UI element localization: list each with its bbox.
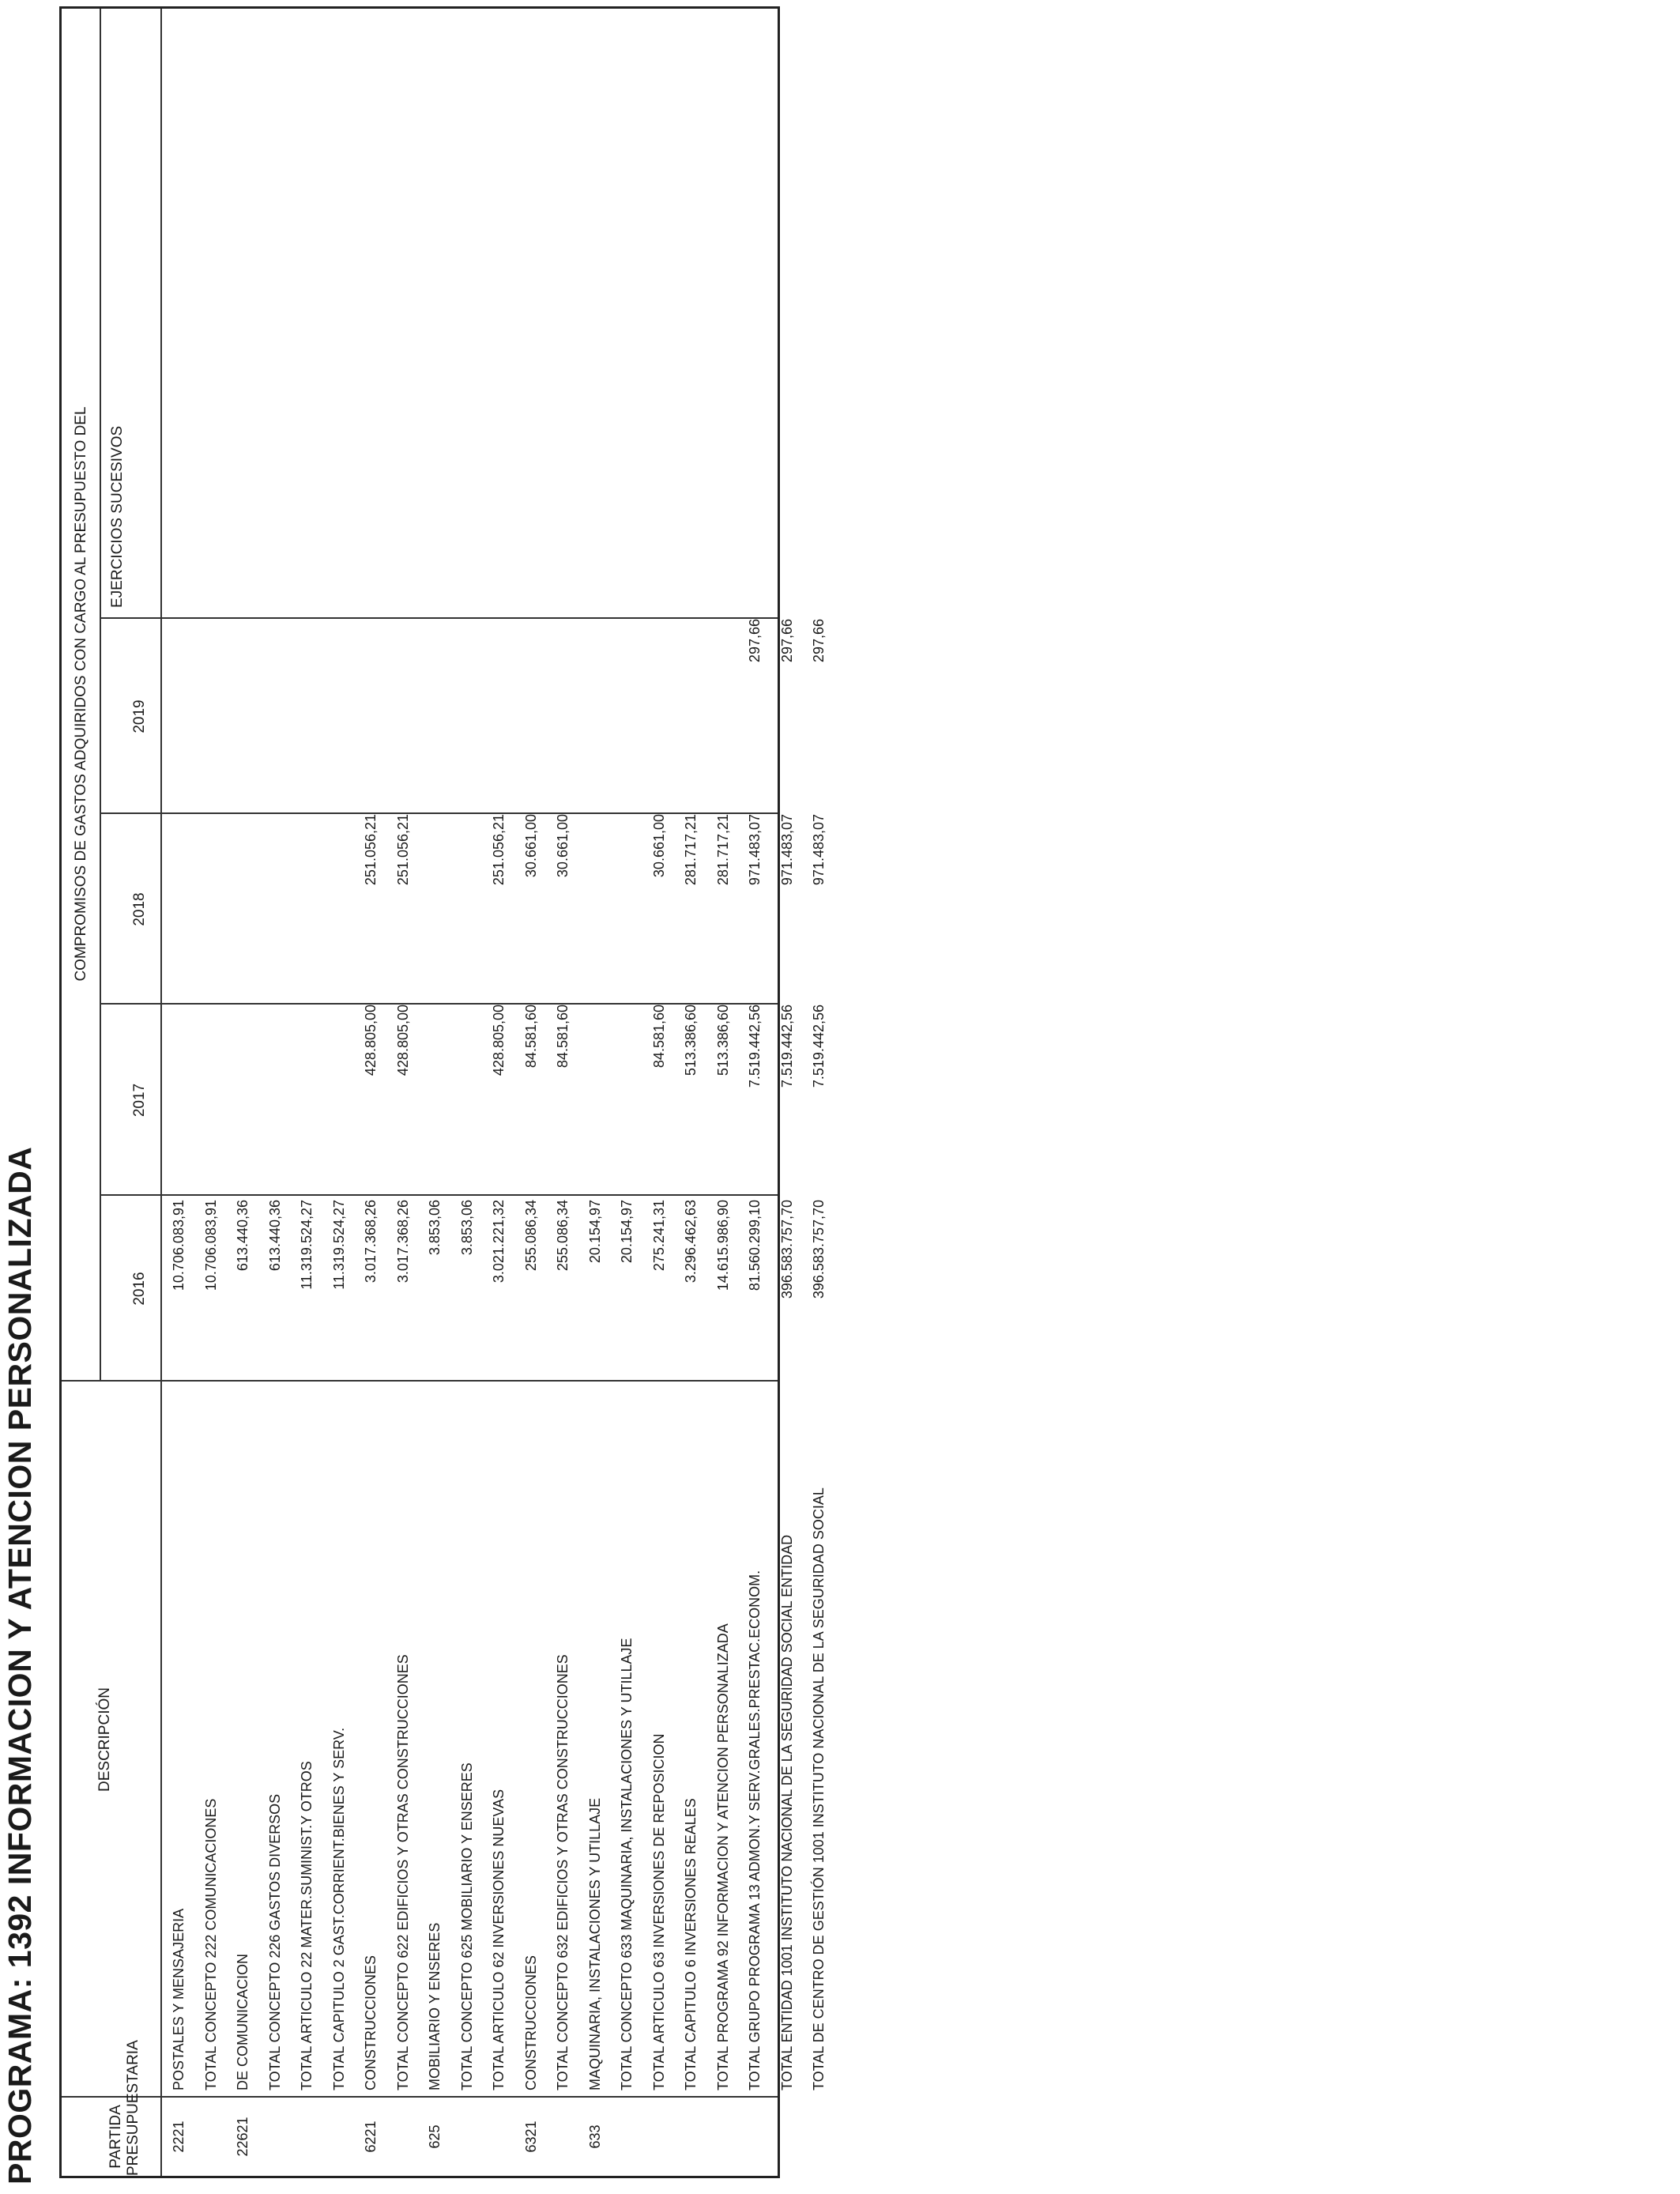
partida-cell: [611, 2098, 643, 2176]
table-row: [227, 9, 259, 2176]
descripcion-cell: MAQUINARIA, INSTALACIONES Y UTILLAJE: [586, 1797, 603, 2090]
table-row: [259, 9, 292, 2176]
partida-cell: [643, 2098, 676, 2176]
table-row: [547, 9, 579, 2176]
descripcion-cell: TOTAL CONCEPTO 222 COMUNICACIONES: [202, 1798, 219, 2090]
header-divider-bottom: [160, 9, 162, 2176]
partida-cell: [323, 2098, 356, 2176]
amount-2019-cell: [419, 619, 451, 810]
table-row: [163, 9, 195, 2176]
amount-2016-cell: 11.319.524,27: [299, 1200, 315, 1290]
amount-2016-cell: 3.853,06: [458, 1200, 475, 1256]
amount-2017-cell: [291, 1005, 323, 1196]
partida-cell: [771, 2098, 804, 2176]
amount-2018-cell: [419, 814, 451, 1001]
amount-2016-cell: 20.154,97: [619, 1200, 635, 1264]
descripcion-cell: TOTAL GRUPO PROGRAMA 13 ADMON.Y SERV.GRALES.PRESTAC.ECONOM.: [747, 1570, 763, 2090]
amount-2016-cell: 275.241,31: [650, 1200, 667, 1272]
amount-2017-cell: 84.581,60: [522, 1005, 539, 1069]
header-partida-line2: PRESUPUESTARIA: [125, 2040, 141, 2176]
header-partida-line1: PARTIDA: [107, 2105, 124, 2169]
amount-2016-cell: 10.706.083,91: [171, 1200, 186, 1291]
descripcion-cell: TOTAL CONCEPTO 226 GASTOS DIVERSOS: [266, 1793, 283, 2090]
descripcion-cell: DE COMUNICACION: [235, 1953, 250, 2090]
partida-cell: [483, 2098, 515, 2176]
amount-2018-cell: 971.483,07: [811, 814, 827, 886]
table-row: [771, 9, 804, 2176]
descripcion-cell: CONSTRUCCIONES: [522, 1955, 539, 2090]
amount-2018-cell: 30.661,00: [522, 814, 539, 878]
amount-2019-cell: [355, 619, 387, 810]
amount-2019-cell: [387, 619, 420, 810]
amount-2017-cell: [323, 1005, 356, 1196]
amount-2017-cell: [227, 1005, 259, 1196]
partida-cell: 6321: [522, 2120, 539, 2153]
amount-2016-cell: 613.440,36: [235, 1200, 250, 1272]
amount-2016-cell: 81.560.299,10: [747, 1200, 763, 1291]
table-row: [419, 9, 451, 2176]
descripcion-cell: TOTAL ARTICULO 63 INVERSIONES DE REPOSICION: [650, 1733, 667, 2090]
amount-2017-cell: 7.519.442,56: [811, 1005, 827, 1088]
header-descripcion: DESCRIPCIÓN: [96, 1687, 113, 1792]
amount-2017-cell: [451, 1005, 484, 1196]
amount-2018-cell: [579, 814, 612, 1001]
amount-2016-cell: 3.296.462,63: [683, 1200, 699, 1284]
partida-cell: [675, 2098, 707, 2176]
descripcion-cell: TOTAL CAPITULO 6 INVERSIONES REALES: [683, 1798, 699, 2090]
commitments-table: [59, 6, 827, 2178]
amount-2018-cell: 251.056,21: [491, 814, 507, 886]
table-row: [707, 9, 740, 2176]
amount-2019-cell: [451, 619, 484, 810]
descripcion-cell: TOTAL ARTICULO 62 INVERSIONES NUEVAS: [491, 1789, 507, 2090]
descripcion-cell: TOTAL CONCEPTO 625 MOBILIARIO Y ENSERES: [458, 1762, 475, 2090]
partida-cell: [707, 2098, 740, 2176]
amount-2016-cell: 396.583.757,70: [811, 1200, 827, 1299]
header-compromisos: COMPROMISOS DE GASTOS ADQUIRIDOS CON CARGO AL PRESUPUESTO DEL: [73, 406, 89, 982]
amount-2018-cell: 971.483,07: [747, 814, 763, 886]
amount-2017-cell: 7.519.442,56: [747, 1005, 763, 1088]
header-partida: [107, 2040, 142, 2176]
amount-2016-cell: 396.583.757,70: [778, 1200, 795, 1299]
partida-cell: [547, 2098, 579, 2176]
table-row: [515, 9, 548, 2176]
amount-2018-cell: [227, 814, 259, 1001]
header-year-2017: 2017: [131, 1083, 148, 1118]
amount-2017-cell: 428.805,00: [491, 1005, 507, 1076]
table-row: [675, 9, 707, 2176]
amount-2016-cell: 613.440,36: [266, 1200, 283, 1272]
table-row: [355, 9, 387, 2176]
amount-2017-cell: [163, 1005, 195, 1196]
descripcion-cell: TOTAL CONCEPTO 622 EDIFICIOS Y OTRAS CONSTRUCCIONES: [394, 1654, 411, 2090]
descripcion-cell: TOTAL ARTICULO 22 MATER.SUMINIST.Y OTROS: [299, 1761, 315, 2090]
amount-2017-cell: 84.581,60: [555, 1005, 571, 1069]
descripcion-cell: POSTALES Y MENSAJERIA: [171, 1908, 186, 2090]
amount-2016-cell: 11.319.524,27: [330, 1200, 347, 1290]
amount-2016-cell: 20.154,97: [586, 1200, 603, 1264]
amount-2019-cell: [547, 619, 579, 810]
amount-2018-cell: [323, 814, 356, 1001]
amount-2019-cell: [227, 619, 259, 810]
descripcion-cell: CONSTRUCCIONES: [363, 1955, 379, 2090]
amount-2019-cell: [579, 619, 612, 810]
amount-2019-cell: 297,66: [778, 619, 795, 663]
table-row: [451, 9, 484, 2176]
descripcion-cell: TOTAL CAPITULO 2 GAST.CORRIENT.BIENES Y SERV.: [330, 1727, 347, 2090]
amount-2019-cell: [163, 619, 195, 810]
partida-cell: 6221: [363, 2120, 379, 2153]
amount-2017-cell: [419, 1005, 451, 1196]
amount-2019-cell: [323, 619, 356, 810]
amount-2019-cell: [259, 619, 292, 810]
partida-cell: 22621: [235, 2117, 250, 2157]
header-ejercicios-sucesivos: EJERCICIOS SUCESIVOS: [109, 425, 126, 608]
amount-2018-cell: [163, 814, 195, 1001]
table-row: [195, 9, 228, 2176]
amount-2019-cell: [675, 619, 707, 810]
amount-2016-cell: 10.706.083,91: [202, 1200, 219, 1291]
amount-2019-cell: [195, 619, 228, 810]
amount-2018-cell: 251.056,21: [363, 814, 379, 886]
header-year-2016: 2016: [131, 1272, 148, 1306]
partida-cell: [739, 2098, 771, 2176]
descripcion-cell: TOTAL ENTIDAD 1001 INSTITUTO NACIONAL DE LA SEGURIDAD SOCIAL ENTIDAD: [778, 1534, 795, 2090]
partida-cell: [195, 2098, 228, 2176]
amount-2018-cell: 251.056,21: [394, 814, 411, 886]
amount-2019-cell: [515, 619, 548, 810]
amount-2018-cell: [451, 814, 484, 1001]
amount-2018-cell: 281.717,21: [714, 814, 731, 886]
amount-2018-cell: [291, 814, 323, 1001]
descripcion-cell: TOTAL CONCEPTO 632 EDIFICIOS Y OTRAS CONSTRUCCIONES: [555, 1654, 571, 2090]
amount-2018-cell: [195, 814, 228, 1001]
amount-2018-cell: 30.661,00: [555, 814, 571, 878]
table-row: [579, 9, 612, 2176]
table-row: [643, 9, 676, 2176]
descripcion-cell: TOTAL CONCEPTO 633 MAQUINARIA, INSTALACIONES Y UTILLAJE: [619, 1638, 635, 2090]
amount-2019-cell: 297,66: [747, 619, 763, 663]
amount-2018-cell: 30.661,00: [650, 814, 667, 878]
amount-2017-cell: 84.581,60: [650, 1005, 667, 1069]
amount-2018-cell: 971.483,07: [778, 814, 795, 886]
table-row: [483, 9, 515, 2176]
table-row: [611, 9, 643, 2176]
partida-cell: [259, 2098, 292, 2176]
descripcion-cell: TOTAL PROGRAMA 92 INFORMACION Y ATENCION PERSONALIZADA: [714, 1623, 731, 2090]
amount-2019-cell: [483, 619, 515, 810]
amount-2018-cell: [611, 814, 643, 1001]
amount-2017-cell: 513.386,60: [714, 1005, 731, 1076]
partida-cell: [291, 2098, 323, 2176]
amount-2017-cell: [195, 1005, 228, 1196]
partida-cell: [387, 2098, 420, 2176]
amount-2016-cell: 255.086,34: [522, 1200, 539, 1272]
partida-cell: [803, 2098, 835, 2176]
partida-cell: 2221: [171, 2120, 186, 2153]
partida-cell: 633: [586, 2124, 603, 2149]
amount-2018-cell: [259, 814, 292, 1001]
amount-2016-cell: 3.853,06: [427, 1200, 443, 1256]
amount-2017-cell: [579, 1005, 612, 1196]
amount-2017-cell: 513.386,60: [683, 1005, 699, 1076]
amount-2019-cell: [291, 619, 323, 810]
header-year-2018: 2018: [131, 892, 148, 926]
amount-2017-cell: [259, 1005, 292, 1196]
amount-2016-cell: 3.017.368,26: [394, 1200, 411, 1284]
amount-2016-cell: 3.021.221,32: [491, 1200, 507, 1284]
amount-2017-cell: 7.519.442,56: [778, 1005, 795, 1088]
amount-2019-cell: [707, 619, 740, 810]
table-row: [323, 9, 356, 2176]
page-title: PROGRAMA: 1392 INFORMACION Y ATENCION PERSONALIZADA: [2, 1146, 38, 2185]
table-row: [739, 9, 771, 2176]
partida-cell: 625: [427, 2124, 443, 2149]
header-year-2019: 2019: [131, 699, 148, 733]
partida-cell: [451, 2098, 484, 2176]
amount-2019-cell: [643, 619, 676, 810]
amount-2017-cell: 428.805,00: [394, 1005, 411, 1076]
amount-2019-cell: 297,66: [811, 619, 827, 663]
descripcion-cell: MOBILIARIO Y ENSERES: [427, 1922, 443, 2090]
amount-2016-cell: 3.017.368,26: [363, 1200, 379, 1284]
amount-2018-cell: 281.717,21: [683, 814, 699, 886]
amount-2016-cell: 255.086,34: [555, 1200, 571, 1272]
table-row: [291, 9, 323, 2176]
amount-2019-cell: [611, 619, 643, 810]
amount-2016-cell: 14.615.986,90: [714, 1200, 731, 1291]
header-divider-top: [100, 9, 101, 1382]
descripcion-cell: TOTAL DE CENTRO DE GESTIÓN 1001 INSTITUTO NACIONAL DE LA SEGURIDAD SOCIAL: [811, 1487, 827, 2090]
amount-2017-cell: [611, 1005, 643, 1196]
table-row: [387, 9, 420, 2176]
table-row: [803, 9, 835, 2176]
amount-2017-cell: 428.805,00: [363, 1005, 379, 1076]
